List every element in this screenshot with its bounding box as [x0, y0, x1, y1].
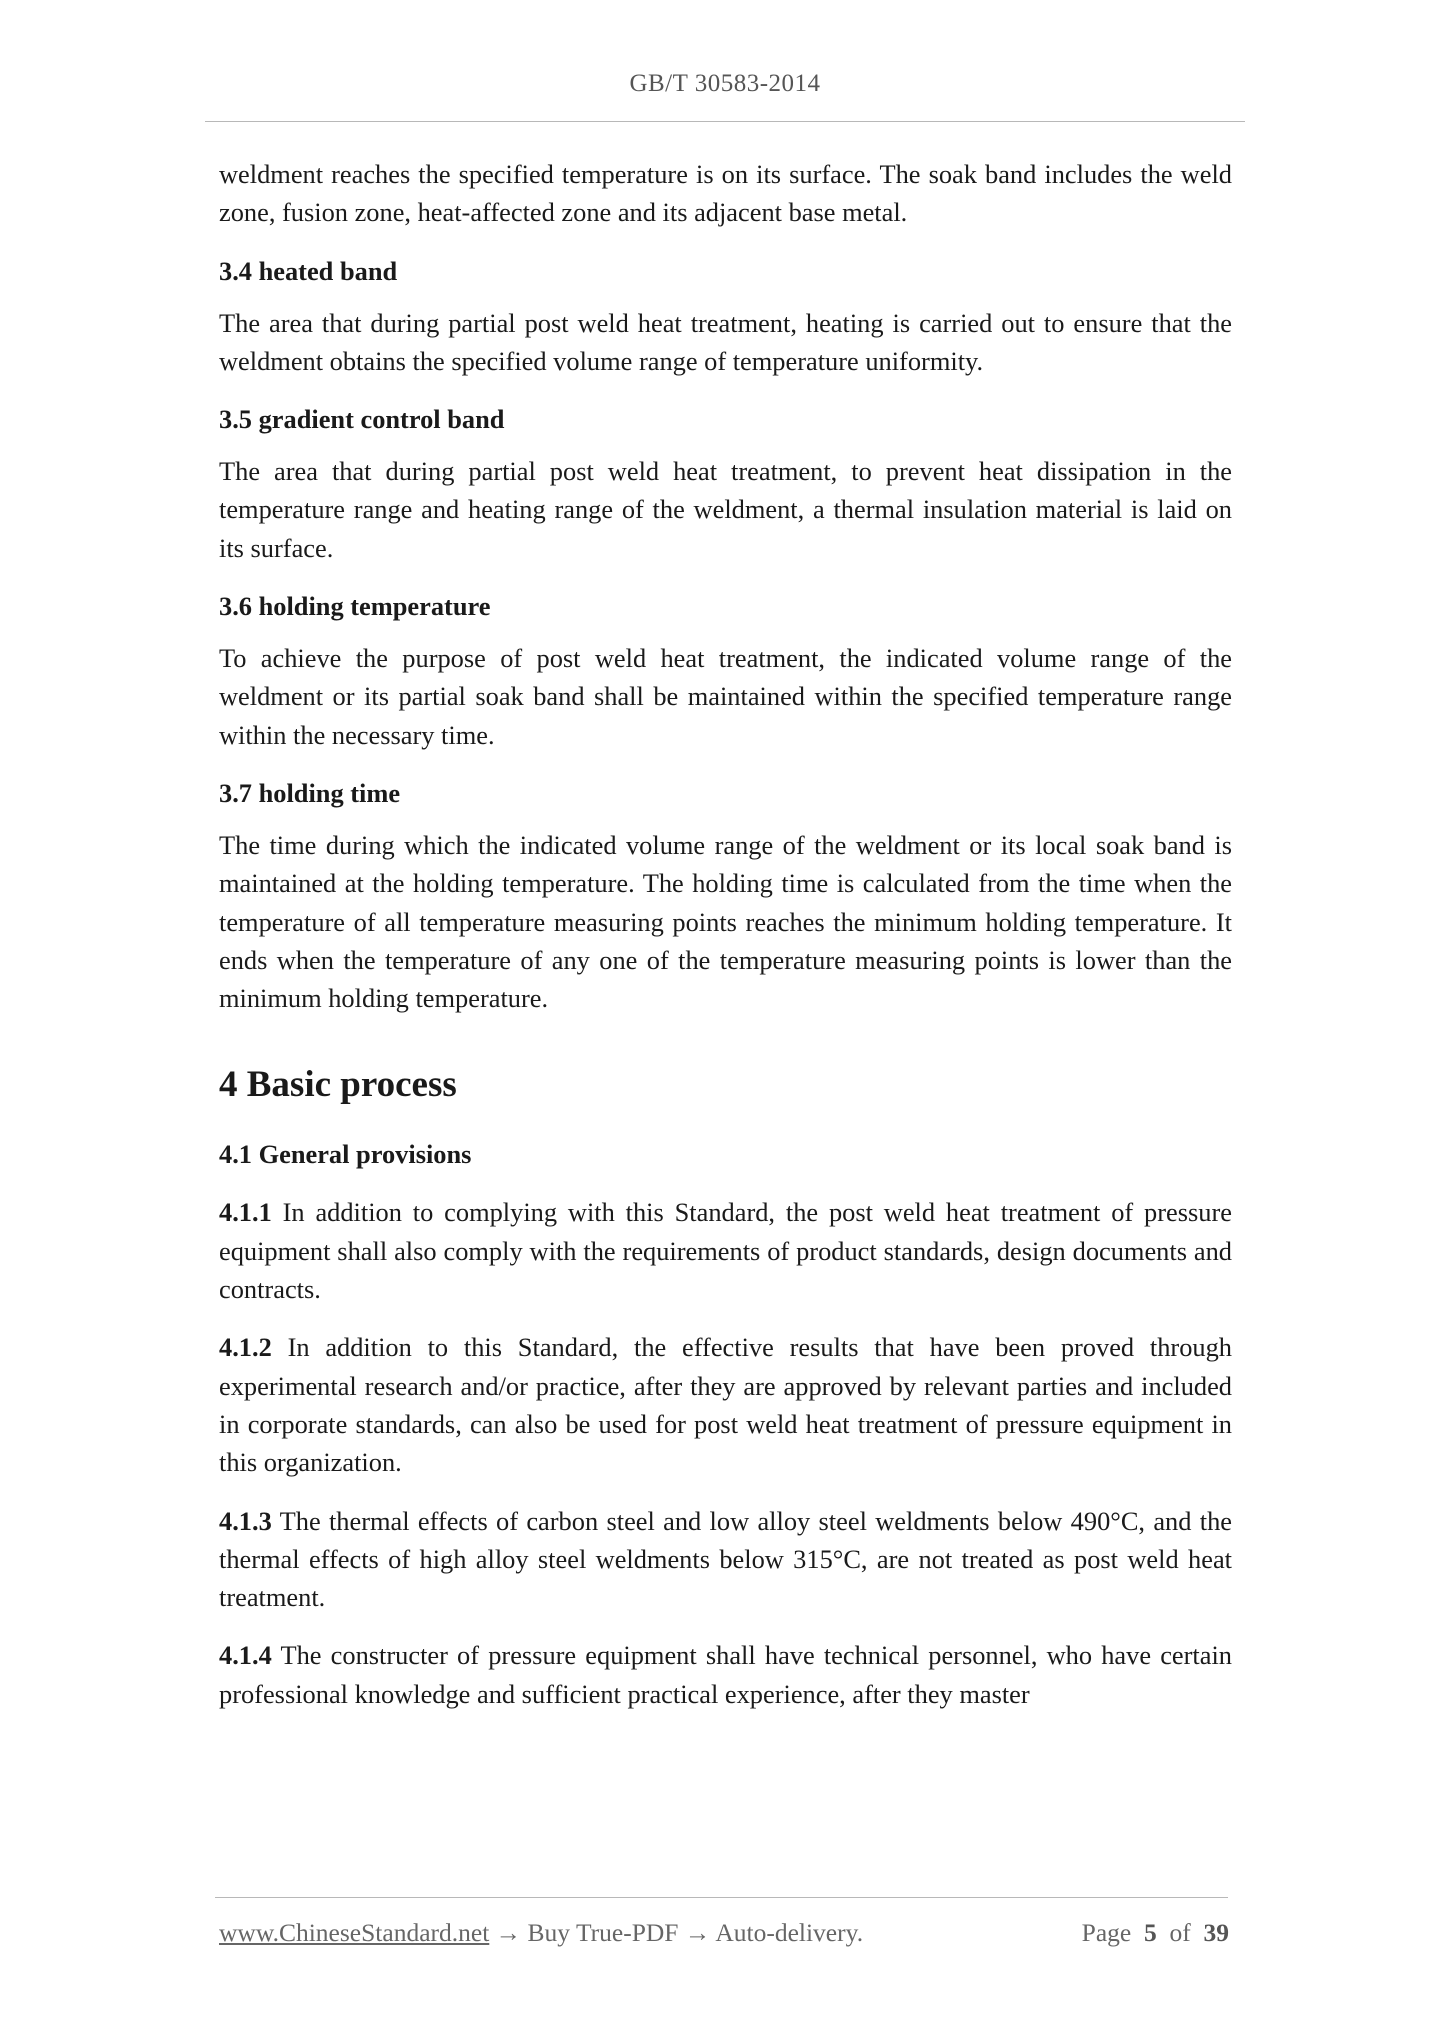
arrow-right-icon: →	[684, 1918, 711, 1947]
header-divider	[205, 121, 1245, 122]
section-3-3-continuation: weldment reaches the specified temperature is on its surface. The soak band includes the weld zone, fusion zone, heat-affected zone and its adjacent base metal.	[219, 159, 1232, 228]
clause-4-1-2-text: In addition to this Standard, the effective results that have been proved through experimental research and/or practice, after they are approved by relevant parties and included in corporate standards, can also be used for post weld heat treatment of pressure equipment in this organization.	[219, 1332, 1232, 1478]
clause-4-1-4-text: The constructer of pressure equipment shall have technical personnel, who have certain professional knowledge and sufficient practical experience, after they master	[219, 1640, 1232, 1709]
section-3-4-title: 3.4 heated band	[219, 255, 398, 286]
chapter-4-title: 4 Basic process	[219, 1064, 457, 1106]
page-number	[1082, 1918, 1229, 1948]
clause-4-1-1-text: In addition to complying with this Standard, the post weld heat treatment of pressure equipment shall also comply with the requirements of product standards, design documents and contracts.	[219, 1197, 1232, 1305]
clause-4-1-2	[219, 1328, 1232, 1481]
page-total: 39	[1203, 1918, 1229, 1947]
footer-promo	[219, 1918, 863, 1948]
document-body	[219, 155, 1232, 1713]
clause-4-1-4	[219, 1636, 1232, 1713]
clause-4-1-4-number: 4.1.4	[219, 1640, 272, 1671]
section-3-5-text: The area that during partial post weld heat treatment, to prevent heat dissipation in the temperature range and heating range of the weldment, a thermal insulation material is laid on its surface.	[219, 456, 1232, 563]
website-link[interactable]: www.ChineseStandard.net	[219, 1918, 490, 1947]
clause-4-1-3-text: The thermal effects of carbon steel and low alloy steel weldments below 490°C, and the thermal effects of high alloy steel weldments below 315°C, are not treated as post weld heat treatment.	[219, 1505, 1232, 1613]
page-label: Page	[1081, 1918, 1132, 1947]
section-3-7-text: The time during which the indicated volume range of the weldment or its local soak band is maintained at the holding temperature. The holding time is calculated from the time when the temperature of all temperature measuring points reaches the minimum holding temperature. It ends when the temperature of any one of the temperature measuring points is lower than the minimum holding temperature.	[219, 829, 1232, 1014]
clause-4-1-3	[219, 1502, 1232, 1617]
clause-4-1-3-number: 4.1.3	[219, 1505, 272, 1536]
page-of-label: of	[1169, 1918, 1191, 1947]
buy-true-pdf-text: Buy True-PDF	[527, 1918, 679, 1947]
section-3-6-text: To achieve the purpose of post weld heat treatment, the indicated volume range of the weldment or its partial soak band shall be maintained within the specified temperature range within the necessary time.	[219, 643, 1232, 750]
auto-delivery-text: Auto-delivery.	[715, 1918, 864, 1947]
section-3-5-title: 3.5 gradient control band	[219, 404, 505, 435]
page-header: GB/T 30583-2014	[629, 70, 821, 97]
footer-divider	[215, 1897, 1228, 1898]
page-current: 5	[1144, 1918, 1157, 1947]
clause-4-1-2-number: 4.1.2	[219, 1332, 272, 1363]
section-3-6-title: 3.6 holding temperature	[219, 591, 491, 622]
section-3-4-text: The area that during partial post weld heat treatment, heating is carried out to ensure that the weldment obtains the specified volume range of temperature uniformity.	[219, 307, 1232, 376]
arrow-right-icon: →	[495, 1918, 522, 1947]
clause-4-1-1	[219, 1193, 1232, 1308]
section-3-7-title: 3.7 holding time	[219, 777, 401, 808]
clause-4-1-1-number: 4.1.1	[219, 1197, 272, 1228]
section-4-1-title: 4.1 General provisions	[219, 1139, 472, 1170]
